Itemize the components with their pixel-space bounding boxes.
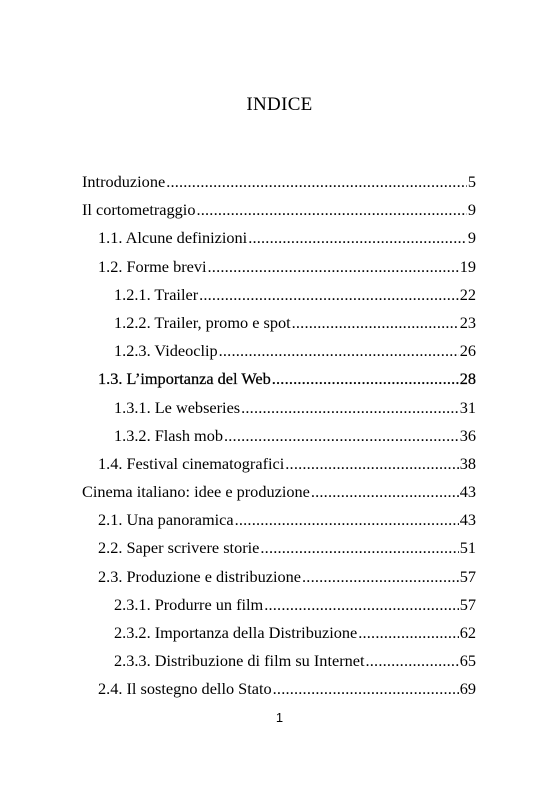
toc-entry-page: 9 xyxy=(467,228,476,248)
toc-entry-label: 2.3.2. Importanza della Distribuzione xyxy=(114,623,358,642)
toc-entry-label: 1.3.2. Flash mob xyxy=(114,425,224,445)
toc-entry[interactable] xyxy=(82,394,476,422)
toc-entry-page: 28 xyxy=(459,369,476,389)
toc-dot-leader xyxy=(224,422,459,450)
toc-dot-leader xyxy=(302,563,459,591)
toc-entry-page: 5 xyxy=(467,172,476,191)
toc-entry-label: 1.3. L’importanza del Web xyxy=(98,369,271,389)
toc-entry[interactable] xyxy=(82,675,476,703)
toc-entry-page: 43 xyxy=(459,482,476,502)
toc-entry-page: 23 xyxy=(459,312,476,332)
page-title: INDICE xyxy=(246,94,313,115)
toc-dot-leader xyxy=(285,450,458,478)
toc-entry[interactable] xyxy=(82,506,476,534)
toc-entry-label: 2.3.3. Distribuzione di film su Internet xyxy=(114,651,365,671)
toc-entry-page: 19 xyxy=(459,256,476,276)
toc-entry-page: 9 xyxy=(467,200,476,220)
toc-dot-leader xyxy=(292,309,459,337)
toc-entry[interactable] xyxy=(82,563,476,591)
toc-dot-leader xyxy=(272,365,459,393)
toc-entry-label: 1.2. Forme brevi xyxy=(98,256,207,276)
toc-entry-label: 1.2.2. Trailer, promo e spot xyxy=(114,312,291,332)
toc-entry-label: 1.1. Alcune definizioni xyxy=(98,228,248,248)
toc-dot-leader xyxy=(366,647,459,675)
toc-entry-page: 26 xyxy=(459,341,476,361)
toc-dot-leader xyxy=(260,534,458,562)
toc-entry[interactable] xyxy=(82,647,476,675)
toc-entry-label: 2.3.1. Produrre un film xyxy=(114,594,264,614)
toc-dot-leader xyxy=(264,591,458,619)
toc-entry-label: Il cortometraggio xyxy=(82,200,196,220)
toc-entry[interactable] xyxy=(82,534,476,562)
toc-dot-leader xyxy=(248,224,467,252)
toc-entry-page: 62 xyxy=(459,623,476,642)
toc-entry[interactable] xyxy=(82,422,476,450)
toc-entry[interactable] xyxy=(82,196,476,224)
page-number: 1 xyxy=(275,710,284,725)
toc-dot-leader xyxy=(241,394,459,422)
toc-entry-page: 31 xyxy=(459,397,476,417)
toc-entry-label: 2.4. Il sostegno dello Stato xyxy=(98,679,272,699)
toc-dot-leader xyxy=(311,478,459,506)
toc-entry[interactable] xyxy=(82,224,476,252)
toc-dot-leader xyxy=(219,337,459,365)
toc-entry[interactable] xyxy=(82,365,476,393)
toc-dot-leader xyxy=(166,168,467,196)
toc-dot-leader xyxy=(358,619,458,647)
toc-entry[interactable] xyxy=(82,168,476,196)
toc-entry-page: 65 xyxy=(459,651,476,671)
toc-dot-leader xyxy=(196,196,466,224)
toc-entry-page: 57 xyxy=(459,594,476,614)
toc-entry-label: 1.2.3. Videoclip xyxy=(114,341,218,361)
toc-entry[interactable] xyxy=(82,450,476,478)
toc-entry-page: 69 xyxy=(459,679,476,699)
toc-entry-page: 22 xyxy=(459,284,476,304)
toc-entry[interactable] xyxy=(82,253,476,281)
toc-entry-label: Cinema italiano: idee e produzione xyxy=(82,482,310,502)
toc-entry[interactable] xyxy=(82,619,476,647)
toc-entry-label: 1.4. Festival cinematografici xyxy=(98,453,285,473)
toc-entry[interactable] xyxy=(82,478,476,506)
toc-entry-label: Introduzione xyxy=(82,172,166,191)
toc-dot-leader xyxy=(208,253,459,281)
toc-entry-label: 2.1. Una panoramica xyxy=(98,510,234,530)
toc-entry-page: 36 xyxy=(459,425,476,445)
toc-entry-page: 51 xyxy=(459,538,476,558)
toc-dot-leader xyxy=(235,506,459,534)
toc-dot-leader xyxy=(199,281,459,309)
toc-entry-label: 1.2.1. Trailer xyxy=(114,284,199,304)
toc-entry-page: 38 xyxy=(459,453,476,473)
toc-entry-label: 1.3.1. Le webseries xyxy=(114,397,241,417)
table-of-contents xyxy=(82,168,476,704)
toc-entry[interactable] xyxy=(82,591,476,619)
toc-entry[interactable] xyxy=(82,281,476,309)
toc-entry-label: 2.2. Saper scrivere storie xyxy=(98,538,260,558)
toc-entry-page: 57 xyxy=(459,566,476,586)
toc-entry[interactable] xyxy=(82,309,476,337)
toc-entry[interactable] xyxy=(82,337,476,365)
toc-dot-leader xyxy=(273,675,459,703)
toc-entry-page: 43 xyxy=(459,510,476,530)
toc-entry-label: 2.3. Produzione e distribuzione xyxy=(98,566,302,586)
